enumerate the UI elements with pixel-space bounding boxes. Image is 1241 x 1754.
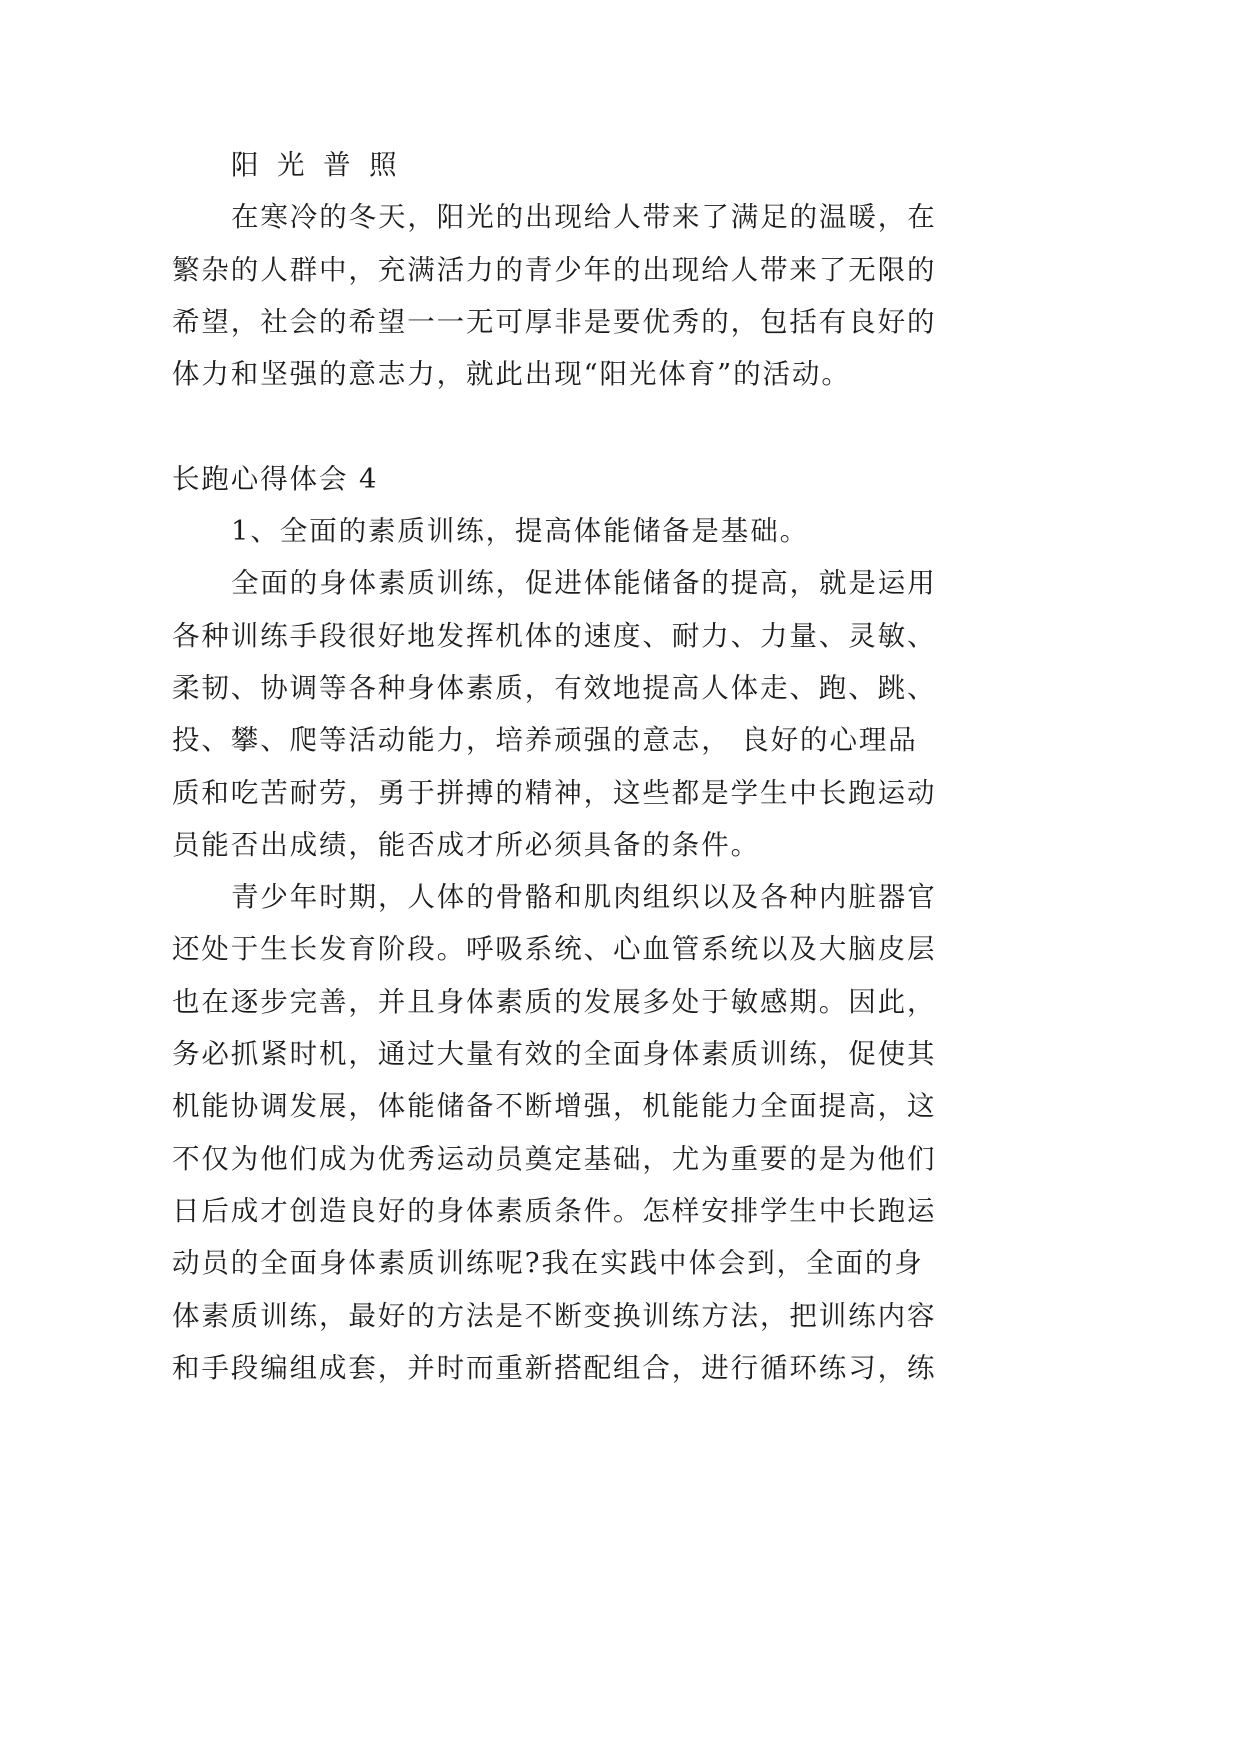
paragraph-line: 体力和坚强的意志力，就此出现“阳光体育”的活动。	[172, 358, 851, 391]
subsection-heading: 1、全面的素质训练，提高体能储备是基础。	[231, 515, 809, 548]
paragraph-line: 希望，社会的希望一一无可厚非是要优秀的，包括有良好的	[172, 305, 937, 338]
section-title: 阳 光 普 照	[231, 149, 399, 181]
paragraph-line: 青少年时期，人体的骨骼和肌肉组织以及各种内脏器官	[231, 881, 937, 914]
paragraph-line: 和手段编组成套，并时而重新搭配组合，进行循环练习，练	[172, 1351, 937, 1384]
paragraph-line: 动员的全面身体素质训练呢?我在实践中体会到，全面的身	[172, 1247, 924, 1280]
paragraph-line: 全面的身体素质训练，促进体能储备的提高，就是运用	[231, 567, 937, 600]
paragraph-line: 各种训练手段很好地发挥机体的速度、耐力、力量、灵敏、	[172, 619, 937, 652]
blank-line	[172, 400, 1172, 452]
paragraph-line: 机能协调发展，体能储备不断增强，机能能力全面提高，这	[172, 1090, 937, 1123]
paragraph-line: 体素质训练，最好的方法是不断变换训练方法，把训练内容	[172, 1299, 937, 1332]
paragraph-line: 务必抓紧时机，通过大量有效的全面身体素质训练，促使其	[172, 1038, 937, 1071]
paragraph-line: 投、攀、爬等活动能力，培养顽强的意志， 良好的心理品	[172, 724, 918, 757]
section-heading: 长跑心得体会 4	[172, 462, 379, 495]
document-body	[172, 139, 1172, 1394]
intro-paragraph	[172, 191, 1172, 400]
paragraph-line: 日后成才创造良好的身体素质条件。怎样安排学生中长跑运	[172, 1194, 937, 1227]
paragraph-line: 还处于生长发育阶段。呼吸系统、心血管系统以及大脑皮层	[172, 933, 937, 966]
paragraph-line: 员能否出成绩，能否成才所必须具备的条件。	[172, 828, 760, 861]
paragraph	[172, 557, 1172, 871]
paragraph-line: 柔韧、协调等各种身体素质，有效地提高人体走、跑、跳、	[172, 671, 937, 704]
paragraph-line: 也在逐步完善，并且身体素质的发展多处于敏感期。因此，	[172, 985, 937, 1018]
paragraph-line: 不仅为他们成为优秀运动员奠定基础，尤为重要的是为他们	[172, 1142, 937, 1175]
paragraph-line: 繁杂的人群中，充满活力的青少年的出现给人带来了无限的	[172, 253, 937, 286]
paragraph-line: 在寒冷的冬天，阳光的出现给人带来了满足的温暖，在	[231, 201, 937, 234]
paragraph	[172, 871, 1172, 1394]
paragraph-line: 质和吃苦耐劳，勇于拼搏的精神，这些都是学生中长跑运动	[172, 776, 937, 809]
